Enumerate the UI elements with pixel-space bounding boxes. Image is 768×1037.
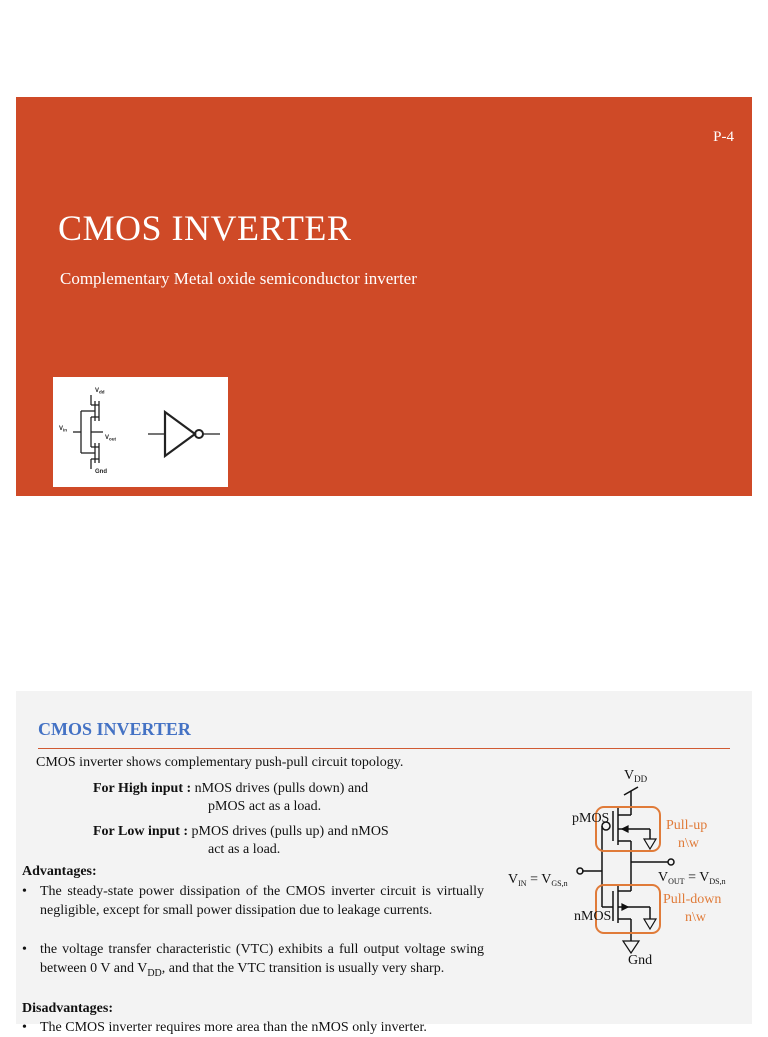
pull-up-nw-label: n\w bbox=[678, 836, 699, 851]
disadvantages-heading: Disadvantages: bbox=[22, 1001, 114, 1016]
gnd-label: Gnd bbox=[628, 953, 653, 968]
vdd-label: $V_{DD}$ bbox=[624, 768, 648, 784]
title-divider bbox=[38, 748, 730, 749]
inverter-thumbnail bbox=[53, 377, 228, 487]
slide-subtitle: Complementary Metal oxide semiconductor inverter bbox=[60, 269, 417, 288]
low-input-label: For Low input : bbox=[93, 824, 189, 839]
pmos-label: pMOS bbox=[572, 811, 610, 826]
disadvantage-item bbox=[22, 1018, 484, 1037]
nmos-label: nMOS bbox=[574, 909, 612, 924]
content-slide bbox=[16, 691, 752, 1035]
bullet: • bbox=[22, 942, 27, 957]
high-input-text-2: pMOS act as a load. bbox=[208, 799, 322, 814]
intro-text: CMOS inverter shows complementary push-pull circuit topology. bbox=[36, 755, 404, 770]
title-slide bbox=[16, 97, 752, 496]
bullet: • bbox=[22, 1020, 27, 1035]
advantage-text: the voltage transfer characteristic (VTC) exhibits a full output voltage swing between 0 V and $V_{DD}$, and that the VTC transition is usually very sharp. bbox=[40, 942, 484, 979]
high-input-label: For High input : bbox=[93, 781, 192, 796]
advantage-item bbox=[22, 882, 484, 920]
high-input-line bbox=[93, 780, 368, 798]
high-input-text-1: nMOS drives (pulls down) and bbox=[194, 781, 369, 796]
thumb-vout-label: $V_{out}$ bbox=[105, 435, 117, 442]
cmos-inverter-circuit bbox=[502, 767, 752, 977]
content-slide-title: CMOS INVERTER bbox=[38, 719, 191, 739]
pull-up-label: Pull-up bbox=[666, 818, 708, 833]
pull-down-label: Pull-down bbox=[663, 892, 722, 907]
thumb-gnd-label: Gnd bbox=[95, 469, 107, 475]
inverter-schematic-thumbnail bbox=[53, 377, 228, 487]
thumb-vin-label: $V_{in}$ bbox=[59, 426, 68, 433]
thumb-vdd-label: $V_{dd}$ bbox=[95, 388, 105, 395]
low-input-text-2: act as a load. bbox=[208, 842, 281, 857]
vin-label: $V_{IN} = V_{GS,n}$ bbox=[508, 872, 568, 888]
cmos-circuit-diagram bbox=[502, 767, 752, 977]
advantage-item bbox=[22, 940, 484, 983]
page-number: P-4 bbox=[713, 129, 734, 145]
low-input-text-1: pMOS drives (pulls up) and nMOS bbox=[191, 824, 389, 839]
disadvantage-text: The CMOS inverter requires more area than the nMOS only inverter. bbox=[40, 1020, 427, 1035]
low-input-line bbox=[93, 823, 389, 841]
pull-down-nw-label: n\w bbox=[685, 910, 706, 925]
slide-title: CMOS INVERTER bbox=[58, 208, 352, 248]
advantage-text: The steady-state power dissipation of the CMOS inverter circuit is virtually negligible, except for small power dissipation due to leakage currents. bbox=[40, 884, 484, 918]
vout-label: $V_{OUT} = V_{DS,n}$ bbox=[658, 870, 726, 886]
advantages-heading: Advantages: bbox=[22, 864, 97, 879]
bullet: • bbox=[22, 884, 27, 899]
